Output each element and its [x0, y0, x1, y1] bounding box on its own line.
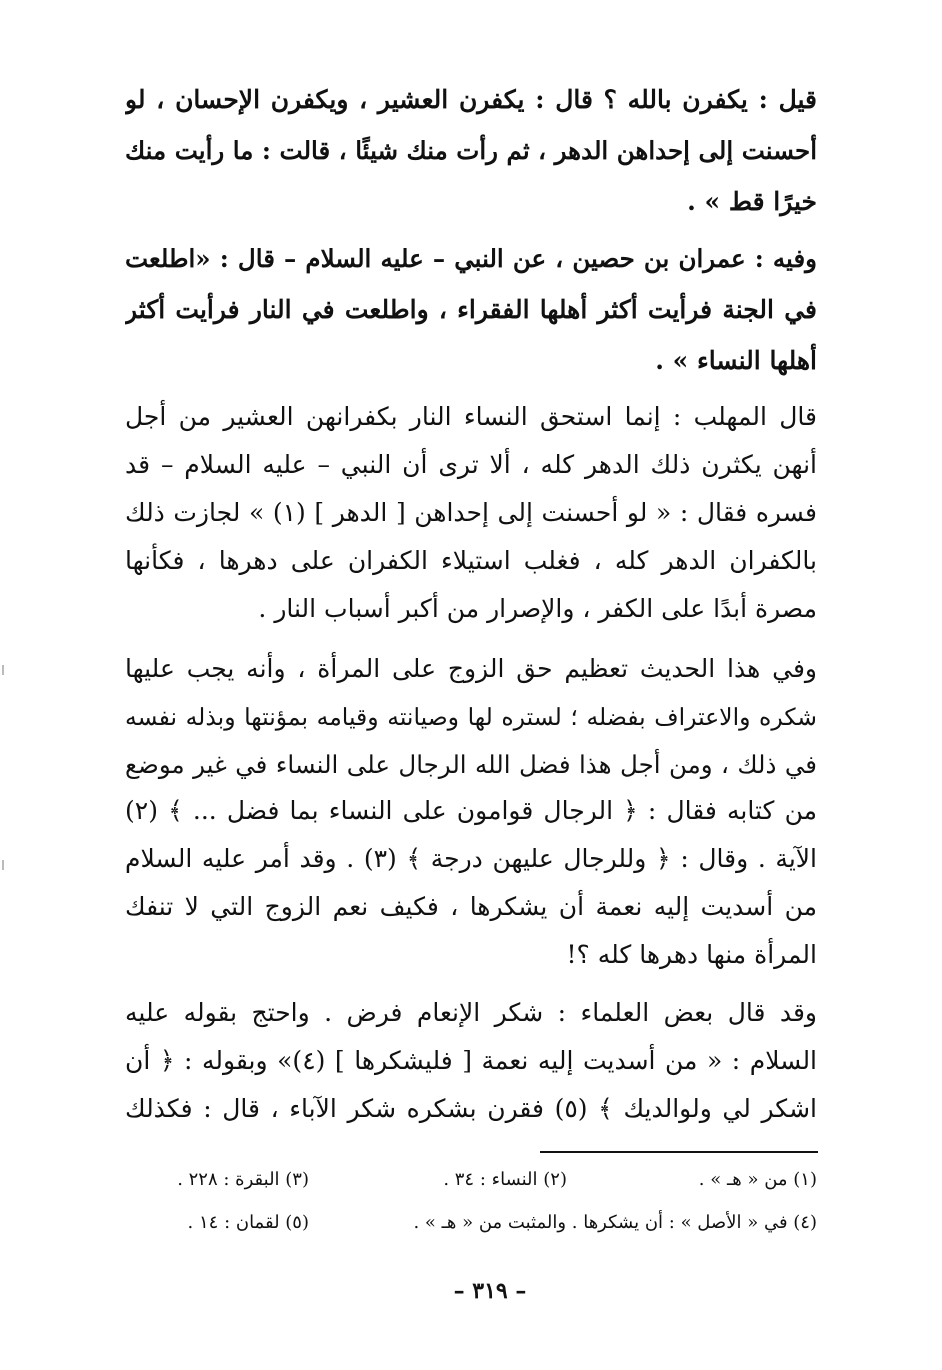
footnote: (١) من « هـ » . — [698, 1169, 817, 1190]
footnotes-row — [125, 1206, 817, 1240]
footnote: (٤) في « الأصل » : أن يشكرها . والمثبت من « هـ » . — [413, 1212, 817, 1233]
footnote: (٢) النساء : ٣٤ . — [443, 1169, 567, 1190]
text-line: قال المهلب : إنما استحق النساء النار بكفرانهن العشير من أجل — [125, 402, 817, 431]
scan-mark — [2, 665, 4, 675]
text-line: أهلها النساء » . — [655, 346, 817, 375]
text-line: خيرًا قط » . — [687, 187, 817, 216]
text-line: قيل : يكفرن بالله ؟ قال : يكفرن العشير ، ويكفرن الإحسان ، لو — [125, 85, 817, 114]
text-line: أنهن يكثرن ذلك الدهر كله ، ألا ترى أن النبي – عليه السلام – قد — [125, 450, 817, 479]
text-line: في ذلك ، ومن أجل هذا فضل الله الرجال على النساء في غير موضع — [125, 750, 817, 779]
text-line: من أسديت إليه نعمة أن يشكرها ، فكيف نعم الزوج التي لا تنفك — [125, 892, 817, 921]
text-line: الآية . وقال : ﴿ وللرجال عليهن درجة ﴾ (٣) . وقد أمر عليه السلام — [125, 844, 817, 873]
text-line: شكره والاعتراف بفضله ؛ لستره لها وصيانته وقيامه بمؤنتها وبذله نفسه — [125, 703, 817, 731]
footnotes-row — [125, 1163, 817, 1197]
text-line: فسره فقال : « لو أحسنت إلى إحداهن [ الدهر ] (١) » لجازت ذلك — [125, 498, 817, 527]
page-number: – ٣١٩ – — [453, 1278, 527, 1304]
text-line: وفي هذا الحديث تعظيم حق الزوج على المرأة ، وأنه يجب عليها — [125, 654, 817, 683]
text-line: في الجنة فرأيت أكثر أهلها الفقراء ، واطلعت في النار فرأيت أكثر — [125, 295, 817, 324]
text-line: المرأة منها دهرها كله ؟! — [566, 940, 817, 969]
footnote: (٣) البقرة : ٢٢٨ . — [177, 1169, 309, 1190]
text-line: وقد قال بعض العلماء : شكر الإنعام فرض . واحتج بقوله عليه — [125, 998, 817, 1027]
text-line: وفيه : عمران بن حصين ، عن النبي – عليه السلام – قال : «اطلعت — [125, 244, 817, 273]
scan-mark — [2, 860, 4, 870]
text-line: من كتابه فقال : ﴿ الرجال قوامون على النساء بما فضل ... ﴾ (٢) — [125, 796, 817, 825]
footnote-separator — [540, 1151, 818, 1153]
text-line: السلام : « من أسديت إليه نعمة [ فليشكرها ] (٤)» وبقوله : ﴿ أن — [125, 1046, 817, 1075]
footnote: (٥) لقمان : ١٤ . — [187, 1212, 309, 1233]
text-line: أحسنت إلى إحداهن الدهر ، ثم رأت منك شيئًا ، قالت : ما رأيت منك — [125, 136, 817, 165]
text-line: اشكر لي ولوالديك ﴾ (٥) فقرن بشكره شكر الآباء ، قال : فكذلك — [125, 1094, 817, 1123]
text-line: مصرة أبدًا على الكفر ، والإصرار من أكبر أسباب النار . — [258, 594, 817, 623]
text-line: بالكفران الدهر كله ، فغلب استيلاء الكفران على دهرها ، فكأنها — [125, 546, 817, 575]
